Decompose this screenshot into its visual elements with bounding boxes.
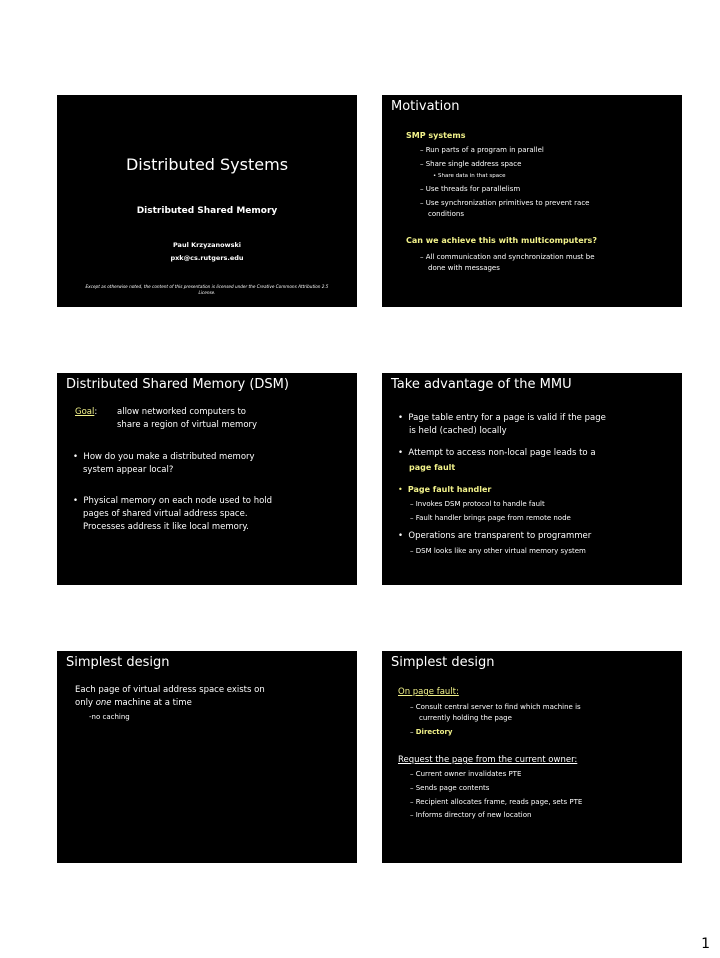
list-item: – Consult central server to find which machine is [410, 703, 581, 711]
bullet-item: • Page table entry for a page is valid if the page [398, 413, 606, 423]
bullet-continuation: system appear local? [83, 465, 174, 475]
list-item: – All communication and synchronization must be [420, 253, 595, 261]
list-item-continuation: done with messages [428, 264, 500, 272]
goal-text-line: allow networked computers to [117, 407, 246, 417]
list-item: – Informs directory of new location [410, 811, 532, 819]
slide-motivation [382, 95, 682, 307]
slide-mmu [382, 373, 682, 585]
slide-simplest-design-1 [57, 651, 357, 863]
bullet-item: • Physical memory on each node used to hold [73, 496, 273, 506]
slide-heading: Simplest design [66, 655, 170, 670]
list-item-continuation: conditions [428, 210, 465, 218]
slide-heading: Motivation [391, 99, 460, 114]
slide-heading: Take advantage of the MMU [391, 377, 572, 392]
author-email: pxk@cs.rutgers.edu [170, 254, 244, 262]
list-subitem: – Invokes DSM protocol to handle fault [410, 500, 545, 508]
sub-text: -no caching [89, 713, 130, 721]
bullet-item: • Operations are transparent to programmer [398, 531, 592, 541]
text-line: Each page of virtual address space exists on [75, 685, 265, 695]
bullet-continuation: Processes address it like local memory. [83, 522, 249, 532]
slide-dsm [57, 373, 357, 585]
bullet-item: • How do you make a distributed memory [73, 452, 255, 462]
list-item: – Current owner invalidates PTE [410, 770, 522, 778]
slide-heading: Distributed Shared Memory (DSM) [66, 377, 289, 392]
bullet-continuation: pages of shared virtual address space. [83, 509, 248, 519]
list-subitem: • Share data in that space [433, 173, 506, 179]
presentation-subtitle: Distributed Shared Memory [136, 206, 278, 216]
list-item: – Run parts of a program in parallel [420, 146, 544, 154]
list-item: – Use synchronization primitives to prevent race [420, 199, 590, 207]
slide-simplest-design-2 [382, 651, 682, 863]
section-heading: On page fault: [398, 687, 459, 697]
list-subitem: – DSM looks like any other virtual memory system [410, 547, 586, 555]
goal-text-line: share a region of virtual memory [117, 420, 258, 430]
section-heading: Request the page from the current owner: [398, 755, 578, 765]
list-subitem: – Fault handler brings page from remote node [410, 514, 571, 522]
question-heading: Can we achieve this with multicomputers? [406, 236, 597, 245]
smp-heading: SMP systems [406, 131, 466, 140]
list-item: – Use threads for parallelism [420, 185, 521, 193]
license-note: Except as otherwise noted, the content of this presentation is licensed under the Creative Commons Attribution 2.5 License. [85, 284, 329, 295]
presentation-title: Distributed Systems [125, 155, 289, 174]
list-item: – Recipient allocates frame, reads page, sets PTE [410, 798, 583, 806]
text-line: only one machine at a time [75, 698, 192, 708]
highlight-term: page fault [409, 463, 456, 472]
goal-label: Goal: [75, 407, 98, 417]
page-number: 1 [701, 936, 710, 952]
list-item-continuation: currently holding the page [419, 714, 512, 722]
bullet-item: • Attempt to access non-local page leads to a [398, 448, 596, 458]
slide-heading: Simplest design [391, 655, 495, 670]
author-name: Paul Krzyzanowski [172, 241, 242, 249]
list-item: – Share single address space [420, 160, 522, 168]
bullet-continuation: is held (cached) locally [409, 426, 507, 436]
slide-title [57, 95, 357, 307]
list-item: – Sends page contents [410, 784, 490, 792]
list-item: – Directory [410, 728, 453, 736]
bullet-item: • Page fault handler [398, 485, 492, 494]
